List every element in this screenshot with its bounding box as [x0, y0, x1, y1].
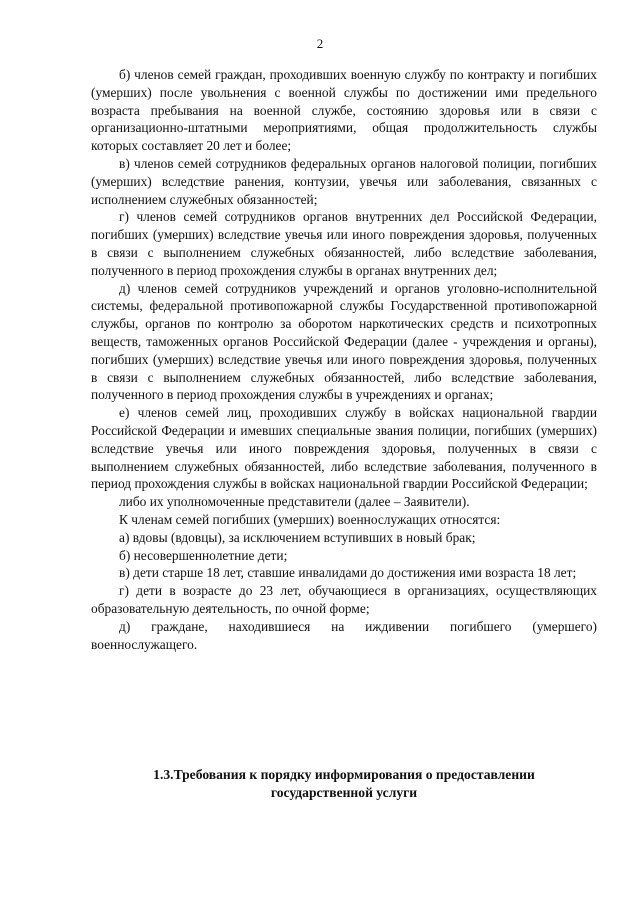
- paragraph-d: д) членов семей сотрудников учреждений и органов уголовно-исполнительной системы, федеральной противопожарной службы Государственной противопожарной службы, органов по контролю за оборотом наркотических средств и психотропных веществ, таможенных органов Российской Федерации (далее - учреждения и органы), погибших (умерших) вследствие увечья или иного повреждения здоровья, полученных в связи с выполнением служебных обязанностей, либо вследствие заболевания, полученного в период прохождения службы в учреждениях и органах;: [91, 280, 597, 403]
- paragraph-v: в) членов семей сотрудников федеральных органов налоговой полиции, погибших (умерших) вследствие ранения, контузии, увечья или заболевания, связанных с исполнением служебных обязанностей;: [91, 155, 597, 207]
- paragraph-representatives: либо их уполномоченные представители (далее – Заявители).: [119, 494, 470, 510]
- section-heading-line-1: 1.3.Требования к порядку информирования о предоставлении: [153, 767, 535, 782]
- section-heading-line-2: государственной услуги: [270, 785, 418, 800]
- paragraph-e: е) членов семей лиц, проходивших службу в войсках национальной гвардии Российской Федерации и имевших специальные звания полиции, погибших (умерших) вследствие увечья или иного повреждения здоровья, полученных в связи с выполнением служебных обязанностей, либо вследствие заболевания, полученного в период прохождения службы в войсках национальной гвардии Российской Федерации;: [91, 405, 597, 492]
- paragraph-family-a: а) вдовы (вдовцы), за исключением вступивших в новый брак;: [119, 529, 476, 545]
- paragraph-family-d: д) граждане, находившиеся на иждивении погибшего (умершего) военнослужащего.: [91, 618, 597, 652]
- paragraph-family-b: б) несовершеннолетние дети;: [119, 547, 288, 563]
- paragraph-family-v: в) дети старше 18 лет, ставшие инвалидами до достижения ими возраста 18 лет;: [119, 565, 577, 581]
- section-heading: [91, 766, 597, 802]
- page-number: 2: [316, 36, 324, 51]
- document-body: [91, 66, 597, 653]
- paragraph-family-members-intro: К членам семей погибших (умерших) военнослужащих относятся:: [119, 511, 501, 527]
- paragraph-b: б) членов семей граждан, проходивших военную службу по контракту и погибших (умерших) после увольнения с военной службы по достижении ими предельного возраста пребывания на военной службе, состоянию здоровья или в связи с организационно-штатными мероприятиями, общая продолжительность службы которых составляет 20 лет и более;: [91, 67, 597, 154]
- paragraph-family-g: г) дети в возрасте до 23 лет, обучающиеся в организациях, осуществляющих образовательную деятельность, по очной форме;: [91, 583, 597, 616]
- paragraph-g: г) членов семей сотрудников органов внутренних дел Российской Федерации, погибших (умерших) вследствие увечья или иного повреждения здоровья, полученных в связи с выполнением служебных обязанностей, либо вследствие заболевания, полученного в период прохождения службы в органах внутренних дел;: [91, 209, 597, 278]
